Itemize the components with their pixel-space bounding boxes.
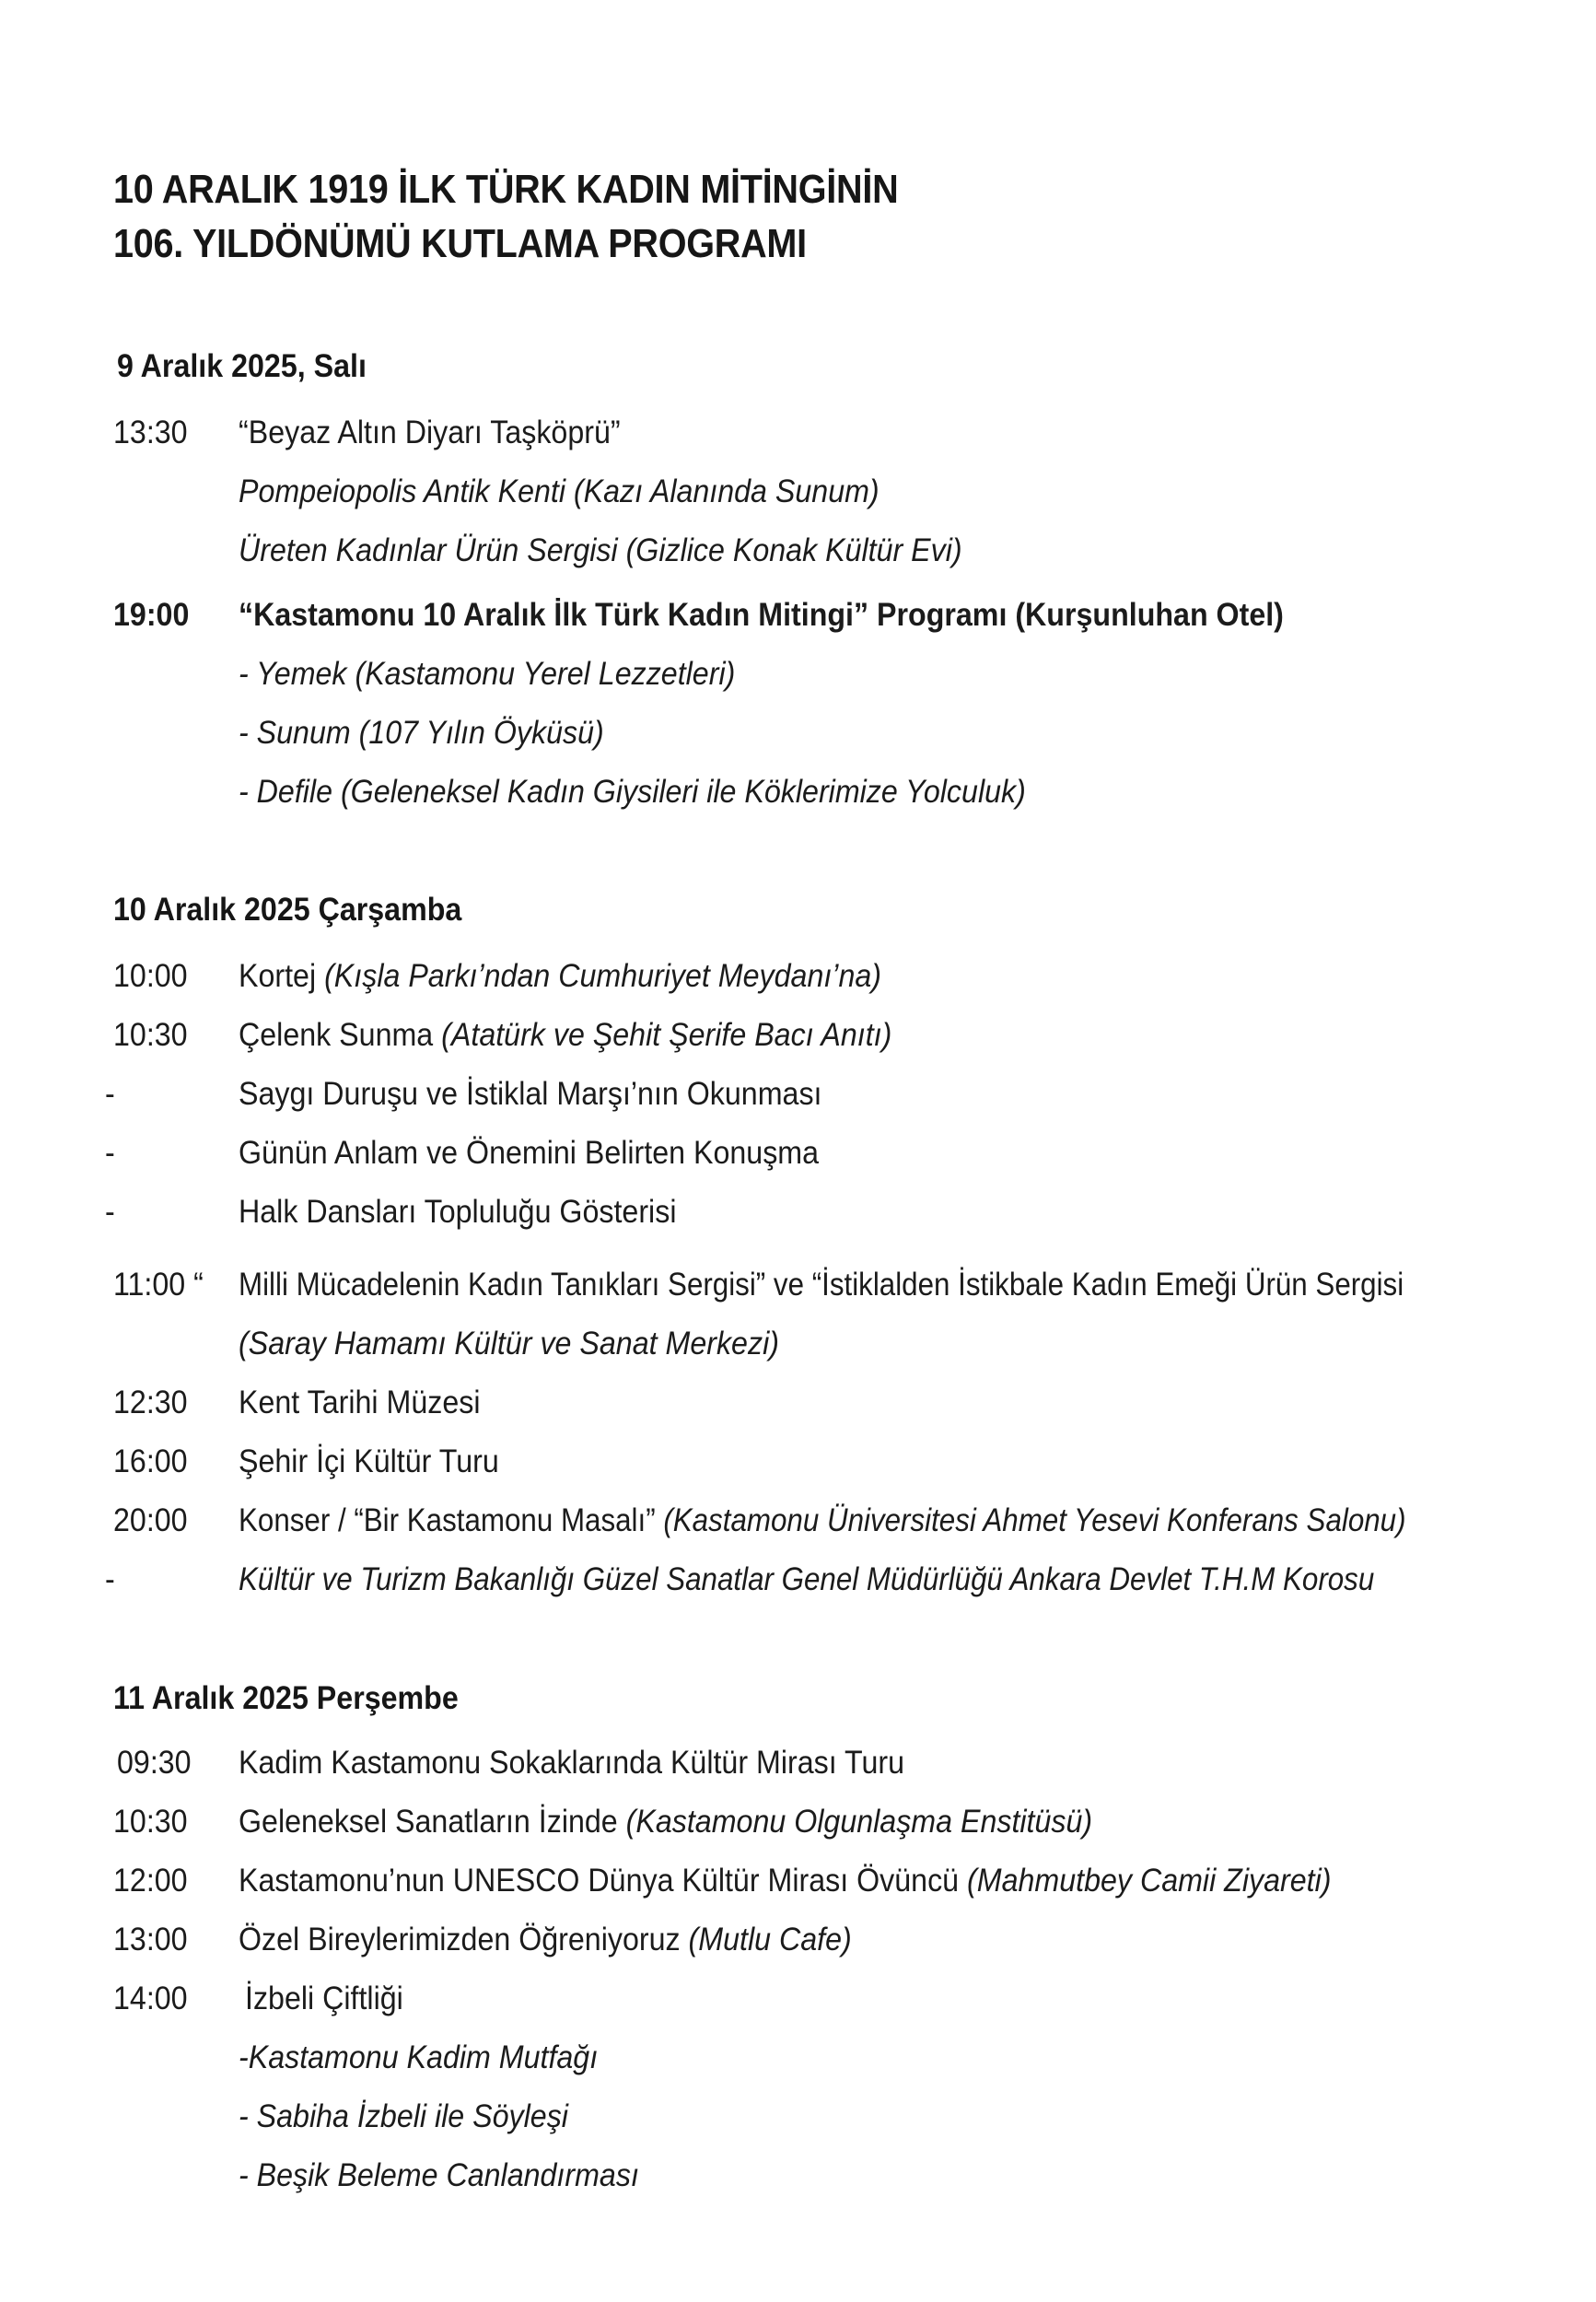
row-text: -Kastamonu Kadim Mutfağı xyxy=(239,2039,599,2075)
row-bullet: - xyxy=(105,1561,115,1597)
row-time: 13:30 xyxy=(113,415,188,450)
row-text: - Yemek (Kastamonu Yerel Lezzetleri) xyxy=(239,656,736,692)
row-bullet: - xyxy=(105,1194,115,1230)
row-text: Milli Mücadelenin Kadın Tanıkları Sergisi” ve “İstiklalden İstikbale Kadın Emeği Ürün Sergisi xyxy=(239,1267,1404,1303)
row-text: Saygı Duruşu ve İstiklal Marşı’nın Okunması xyxy=(239,1076,822,1112)
row-time: 19:00 xyxy=(113,597,190,633)
title-line-2: 106. YILDÖNÜMÜ KUTLAMA PROGRAMI xyxy=(113,221,807,266)
day-heading: 11 Aralık 2025 Perşembe xyxy=(113,1680,459,1716)
row-time: 09:30 xyxy=(117,1745,192,1781)
row-note: (Mutlu Cafe) xyxy=(688,1922,852,1957)
row-time: 12:00 xyxy=(113,1863,188,1899)
row-text: Konser / “Bir Kastamonu Masalı” xyxy=(239,1502,656,1538)
row-text: “Kastamonu 10 Aralık İlk Türk Kadın Mitingi” Programı (Kurşunluhan Otel) xyxy=(239,597,1284,633)
row-text: İzbeli Çiftliği xyxy=(245,1981,403,2016)
row-note: (Kışla Parkı’ndan Cumhuriyet Meydanı’na) xyxy=(324,958,881,994)
row-text: Kastamonu’nun UNESCO Dünya Kültür Mirası Övüncü xyxy=(239,1863,960,1899)
title-line-1: 10 ARALIK 1919 İLK TÜRK KADIN MİTİNGİNİN xyxy=(113,167,899,212)
row-note: (Kastamonu Olgunlaşma Enstitüsü) xyxy=(625,1804,1093,1840)
row-time: 13:00 xyxy=(113,1922,188,1957)
row-note: (Kastamonu Üniversitesi Ahmet Yesevi Konferans Salonu) xyxy=(663,1502,1406,1538)
day-heading: 9 Aralık 2025, Salı xyxy=(117,348,367,384)
row-time: 12:30 xyxy=(113,1385,188,1420)
row-time: 14:00 xyxy=(113,1981,188,2016)
row-time: 10:30 xyxy=(113,1017,188,1053)
row-text: Kent Tarihi Müzesi xyxy=(239,1385,481,1420)
row-text: - Defile (Geleneksel Kadın Giysileri ile Köklerimize Yolculuk) xyxy=(239,774,1026,810)
row-text: Üreten Kadınlar Ürün Sergisi (Gizlice Konak Kültür Evi) xyxy=(239,532,962,568)
row-time: 11:00 “ xyxy=(113,1267,204,1303)
row-text: Kortej xyxy=(239,958,317,994)
row-text: Günün Anlam ve Önemini Belirten Konuşma xyxy=(239,1135,820,1171)
row-text: Özel Bireylerimizden Öğreniyoruz xyxy=(239,1922,681,1957)
row-text: Çelenk Sunma xyxy=(239,1017,434,1053)
row-text: Geleneksel Sanatların İzinde xyxy=(239,1804,618,1840)
row-bullet: - xyxy=(105,1135,115,1171)
row-text: (Saray Hamamı Kültür ve Sanat Merkezi) xyxy=(239,1326,779,1361)
row-time: 10:30 xyxy=(113,1804,188,1840)
row-text: “Beyaz Altın Diyarı Taşköprü” xyxy=(239,415,621,450)
row-time: 10:00 xyxy=(113,958,188,994)
row-note: (Atatürk ve Şehit Şerife Bacı Anıtı) xyxy=(441,1017,892,1053)
row-text: Halk Dansları Topluluğu Gösterisi xyxy=(239,1194,677,1230)
day-heading: 10 Aralık 2025 Çarşamba xyxy=(113,892,462,928)
program-title xyxy=(113,162,898,271)
row-text: Kültür ve Turizm Bakanlığı Güzel Sanatlar Genel Müdürlüğü Ankara Devlet T.H.M Korosu xyxy=(239,1561,1375,1597)
row-bullet: - xyxy=(105,1076,115,1112)
row-text: - Beşik Beleme Canlandırması xyxy=(239,2157,639,2193)
row-time: 20:00 xyxy=(113,1502,188,1538)
row-text: - Sunum (107 Yılın Öyküsü) xyxy=(239,715,604,751)
row-time: 16:00 xyxy=(113,1443,188,1479)
row-text: Pompeiopolis Antik Kenti (Kazı Alanında Sunum) xyxy=(239,473,880,509)
row-text: Kadim Kastamonu Sokaklarında Kültür Mirası Turu xyxy=(239,1745,905,1781)
row-text: - Sabiha İzbeli ile Söyleşi xyxy=(239,2098,568,2134)
row-note: (Mahmutbey Camii Ziyareti) xyxy=(967,1863,1332,1899)
row-text: Şehir İçi Kültür Turu xyxy=(239,1443,499,1479)
